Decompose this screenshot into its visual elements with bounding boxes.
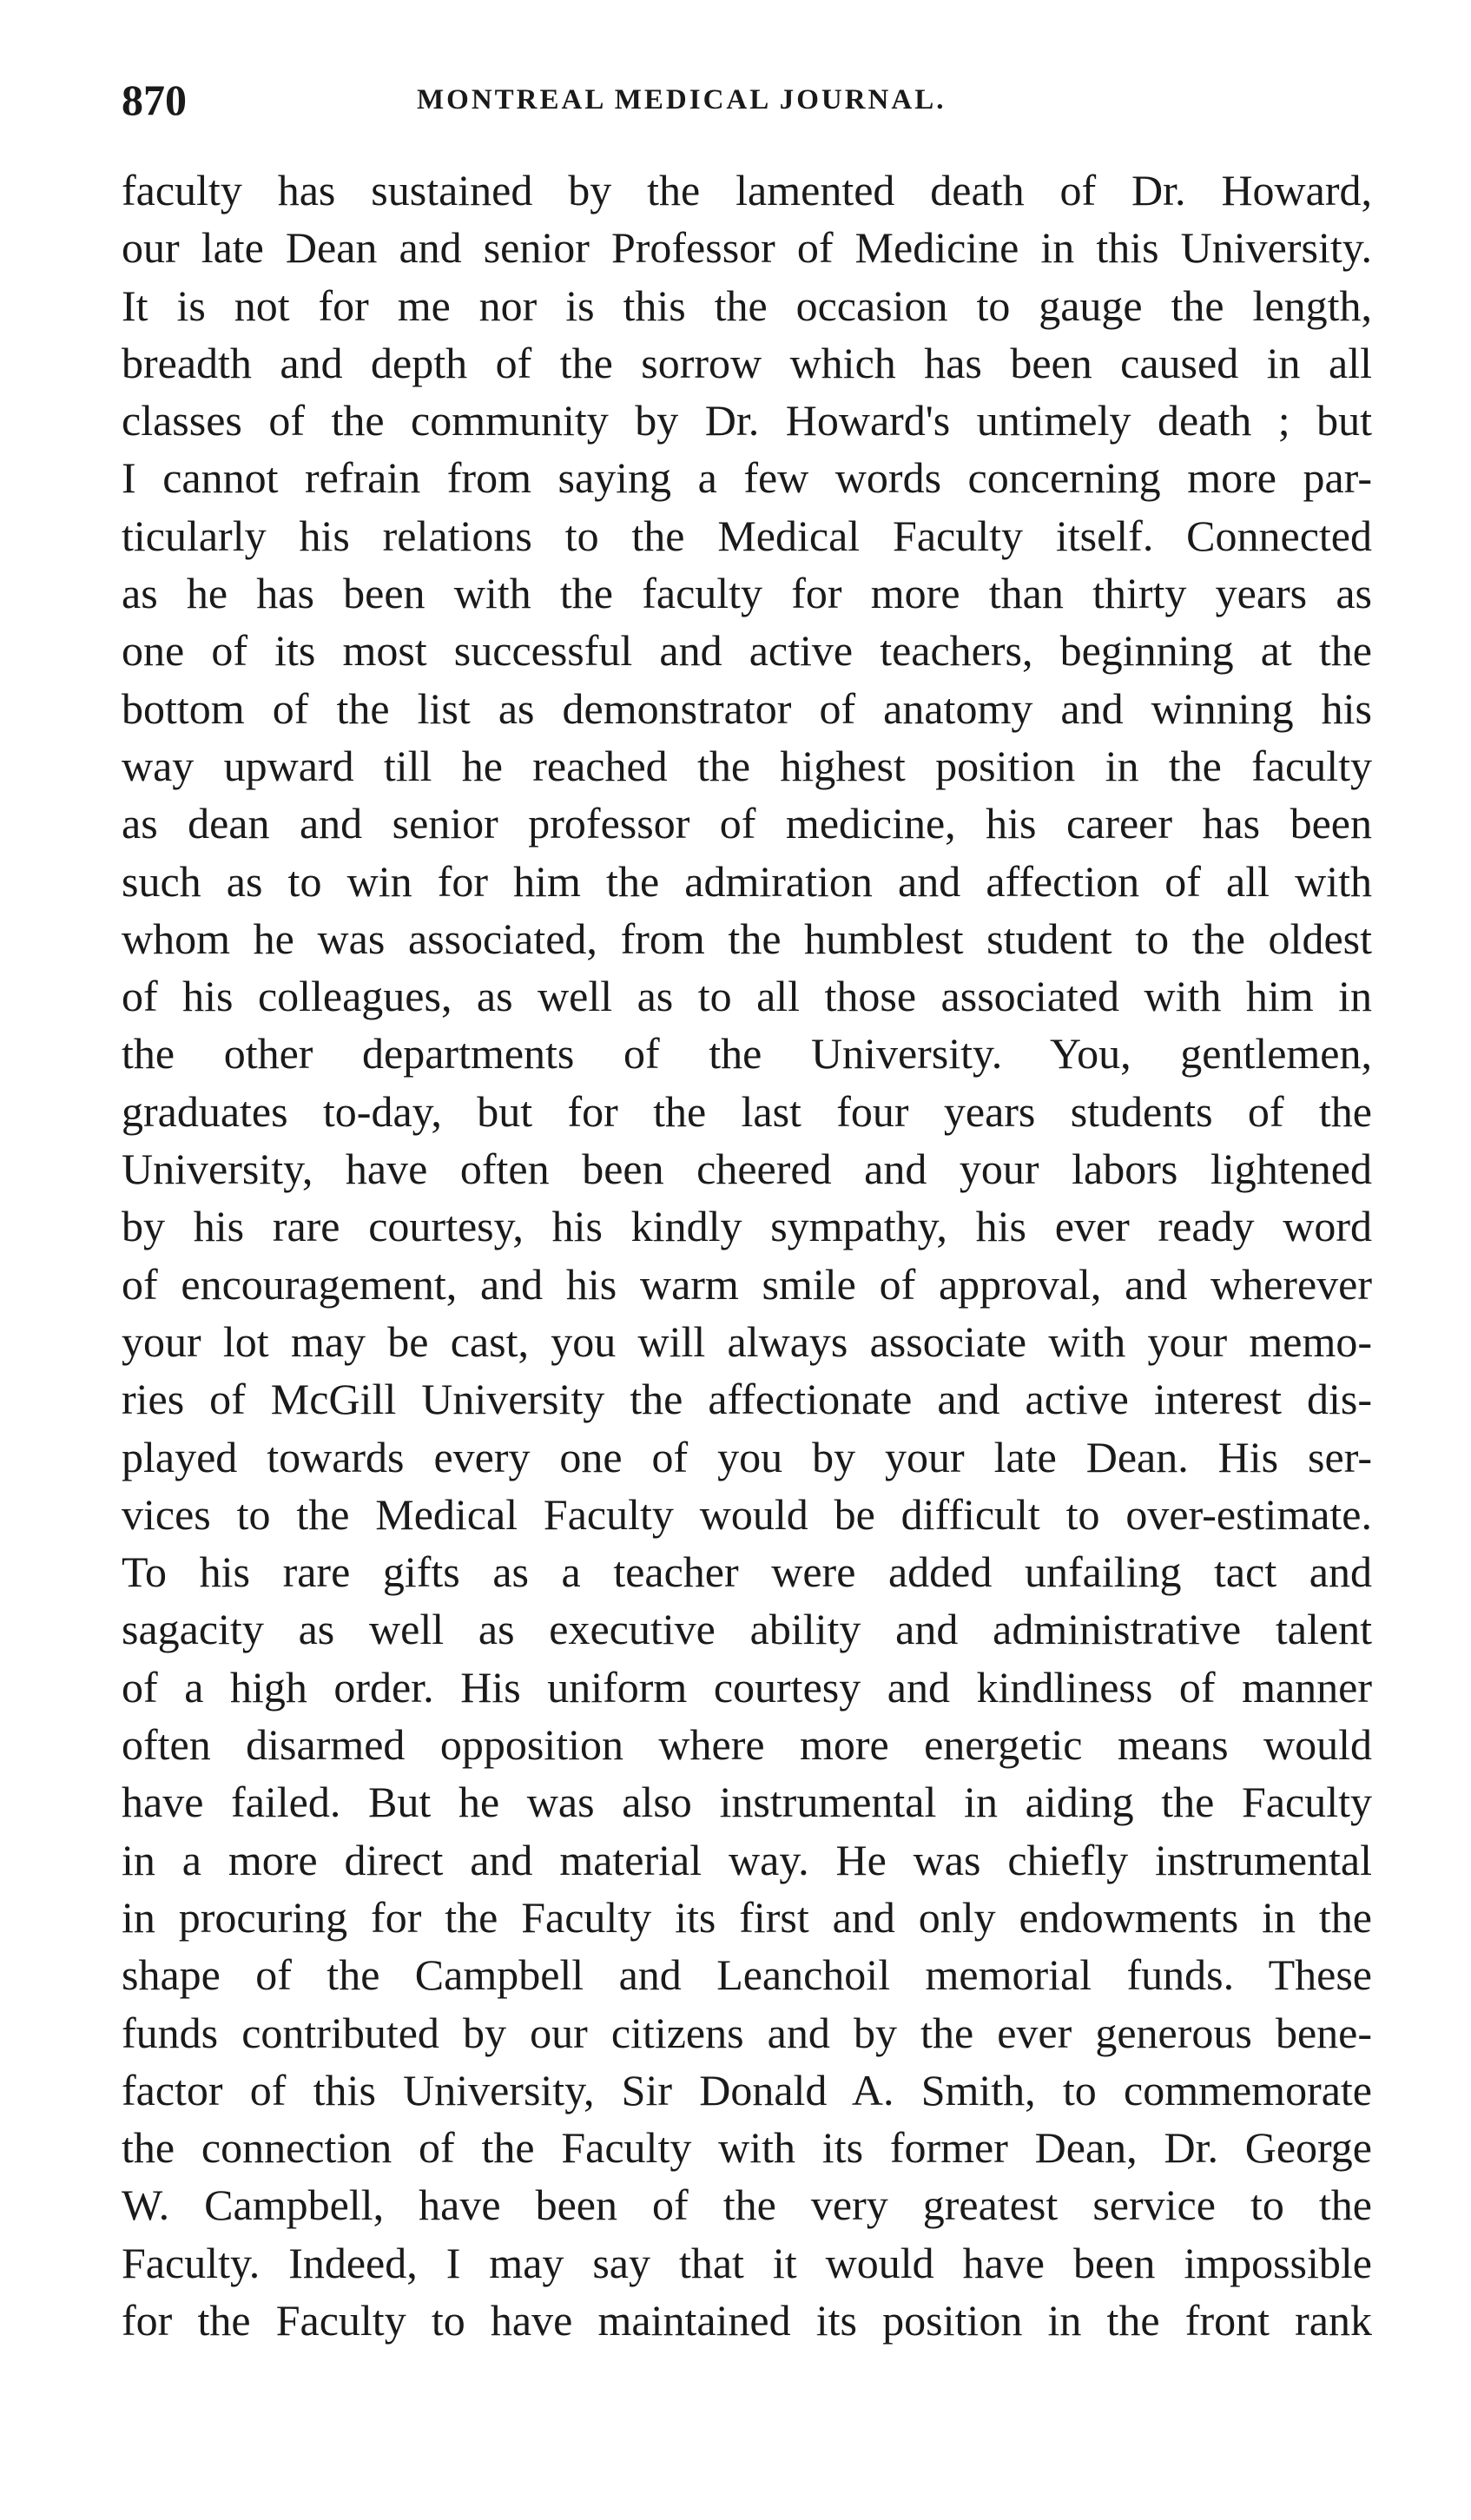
text-line: W. Campbell, have been of the very greatest service to the bbox=[122, 2180, 1372, 2230]
body-text bbox=[122, 162, 1372, 2349]
text-line: of his colleagues, as well as to all those associated with him in bbox=[122, 972, 1372, 1021]
text-line: of encouragement, and his warm smile of approval, and wherever bbox=[122, 1259, 1372, 1309]
text-line: your lot may be cast, you will always associate with your memo- bbox=[122, 1316, 1372, 1366]
text-line: as dean and senior professor of medicine, his career has been bbox=[122, 799, 1372, 848]
running-head bbox=[122, 69, 1372, 130]
text-line: funds contributed by our citizens and by the ever generous bene- bbox=[122, 2008, 1372, 2057]
text-line: such as to win for him the admiration and affection of all with bbox=[122, 856, 1372, 906]
text-line: graduates to-day, but for the last four years students of the bbox=[122, 1086, 1372, 1136]
journal-title: MONTREAL MEDICAL JOURNAL. bbox=[417, 84, 947, 115]
text-line: in a more direct and material way. He was chiefly instrumental bbox=[122, 1835, 1372, 1884]
text-line: played towards every one of you by your late Dean. His ser- bbox=[122, 1432, 1372, 1481]
text-line: To his rare gifts as a teacher were added unfailing tact and bbox=[122, 1547, 1372, 1597]
text-line: ries of McGill University the affectionate and active interest dis- bbox=[122, 1375, 1372, 1424]
text-line: in procuring for the Faculty its first and only endowments in the bbox=[122, 1892, 1372, 1942]
text-line: as he has been with the faculty for more than thirty years as bbox=[122, 569, 1372, 618]
page-number: 870 bbox=[122, 76, 187, 124]
text-line: one of its most successful and active teachers, beginning at the bbox=[122, 626, 1372, 676]
text-line: have failed. But he was also instrumental in aiding the Faculty bbox=[122, 1778, 1372, 1827]
text-line: vices to the Medical Faculty would be difficult to over-estimate. bbox=[122, 1489, 1372, 1539]
text-line: the other departments of the University. You, gentlemen, bbox=[122, 1029, 1372, 1079]
text-line: bottom of the list as demonstrator of anatomy and winning his bbox=[122, 683, 1372, 733]
text-line: for the Faculty to have maintained its position in the front rank bbox=[122, 2295, 1372, 2345]
text-line: of a high order. His uniform courtesy and kindliness of manner bbox=[122, 1662, 1372, 1712]
text-line: faculty has sustained by the lamented death of Dr. Howard, bbox=[122, 166, 1372, 214]
text-line: the connection of the Faculty with its former Dean, Dr. George bbox=[122, 2123, 1372, 2173]
text-line: University, have often been cheered and your labors lightened bbox=[122, 1145, 1372, 1194]
text-line: sagacity as well as executive ability and administrative talent bbox=[122, 1605, 1372, 1654]
text-line: whom he was associated, from the humblest student to the oldest bbox=[122, 914, 1372, 963]
text-line: It is not for me nor is this the occasion to gauge the length, bbox=[122, 280, 1372, 330]
text-line: ticularly his relations to the Medical Faculty itself. Connected bbox=[122, 511, 1372, 560]
text-line: Faculty. Indeed, I may say that it would have been impossible bbox=[122, 2238, 1372, 2287]
text-line: classes of the community by Dr. Howard's untimely death ; but bbox=[122, 396, 1372, 445]
text-line: by his rare courtesy, his kindly sympathy, his ever ready word bbox=[122, 1202, 1372, 1251]
text-line: often disarmed opposition where more energetic means would bbox=[122, 1720, 1372, 1770]
text-line: breadth and depth of the sorrow which has been caused in all bbox=[122, 338, 1372, 387]
text-line: way upward till he reached the highest position in the faculty bbox=[122, 741, 1372, 790]
text-line: I cannot refrain from saying a few words concerning more par- bbox=[122, 453, 1372, 503]
text-line: shape of the Campbell and Leanchoil memorial funds. These bbox=[122, 1950, 1372, 2000]
text-line: factor of this University, Sir Donald A. Smith, to commemorate bbox=[122, 2065, 1372, 2114]
text-line: our late Dean and senior Professor of Medicine in this University. bbox=[122, 223, 1372, 273]
